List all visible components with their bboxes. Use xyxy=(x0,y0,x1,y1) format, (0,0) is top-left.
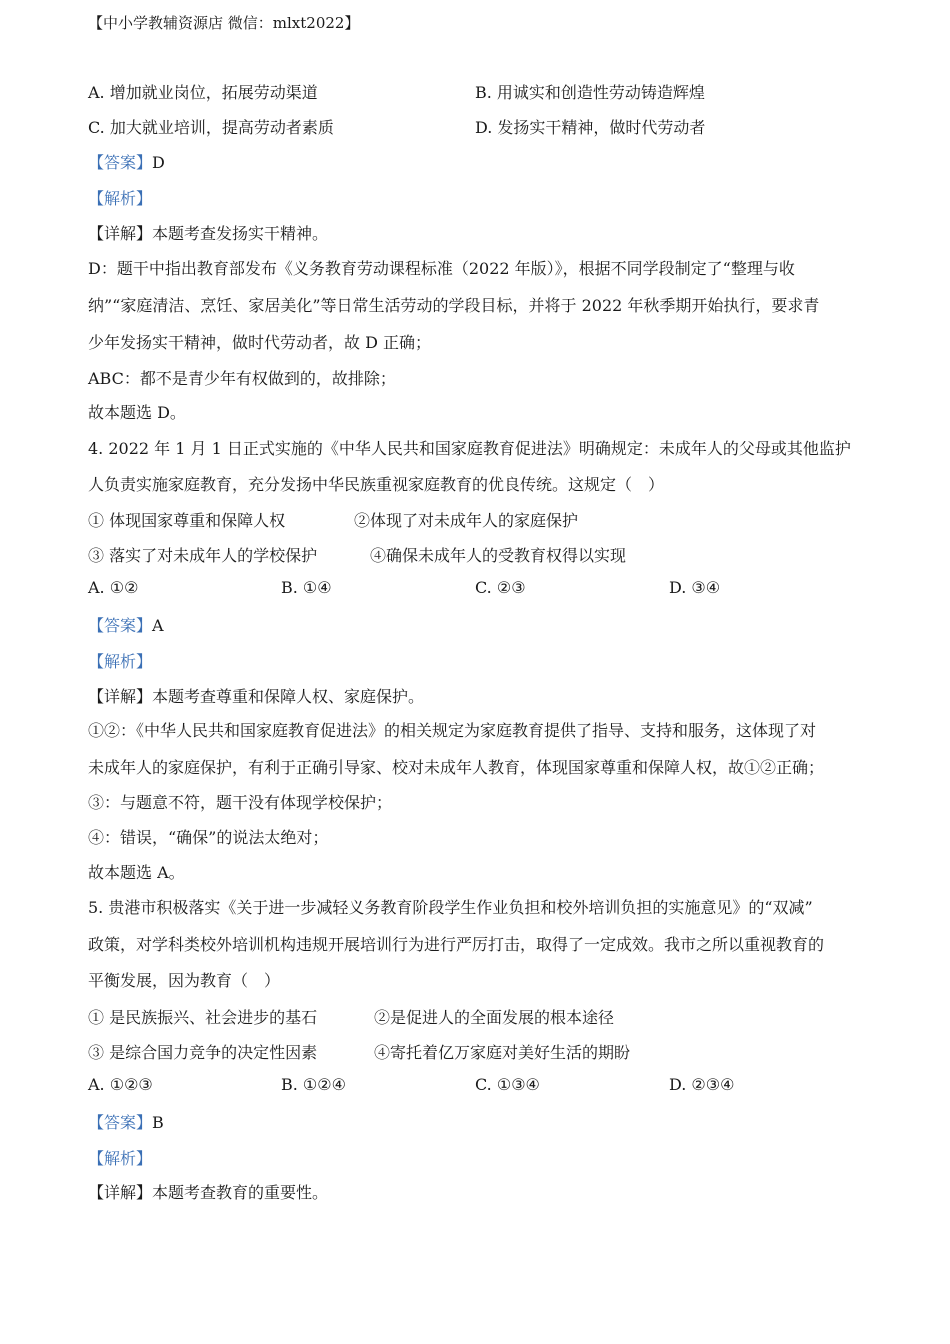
q4-analysis-label: 【解析】 xyxy=(88,652,153,671)
answer-label: 【答案】 xyxy=(88,153,153,172)
q4-stem-2: 人负责实施家庭教育，充分发扬中华民族重视家庭教育的优良传统。这规定（ ） xyxy=(88,475,665,494)
q3-detail: 【详解】本题考查发扬实干精神。 xyxy=(88,224,329,243)
q4-detail: 【详解】本题考查尊重和保障人权、家庭保护。 xyxy=(88,687,425,706)
q4-option-d: D. ③④ xyxy=(669,578,721,597)
q3-explanation-3: 少年发扬实干精神，做时代劳动者，故 D 正确； xyxy=(88,333,432,352)
q4-explanation-1: ①②：《中华人民共和国家庭教育促进法》的相关规定为家庭教育提供了指导、支持和服务，这体现了对 xyxy=(88,721,817,740)
q4-option-c: C. ②③ xyxy=(475,578,526,597)
answer-value: B xyxy=(152,1113,164,1132)
q4-option-a: A. ①② xyxy=(88,578,139,597)
q5-stem-3: 平衡发展，因为教育（ ） xyxy=(88,971,281,990)
q4-option-b: B. ①④ xyxy=(281,578,332,597)
q3-explanation-1: D：题干中指出教育部发布《义务教育劳动课程标准（2022 年版）》，根据不同学段制定了“整理与收 xyxy=(88,259,795,278)
q3-option-b: B. 用诚实和创造性劳动铸造辉煌 xyxy=(475,83,705,102)
q3-conclusion: 故本题选 D。 xyxy=(88,403,186,422)
q3-explanation-4: ABC：都不是青少年有权做到的，故排除； xyxy=(88,369,396,388)
q5-option-d: D. ②③④ xyxy=(669,1075,735,1094)
q3-analysis-label: 【解析】 xyxy=(88,189,153,208)
q3-option-c: C. 加大就业培训，提高劳动者素质 xyxy=(88,118,334,137)
q4-conclusion: 故本题选 A。 xyxy=(88,863,185,882)
answer-label: 【答案】 xyxy=(88,616,153,635)
answer-value: D xyxy=(152,153,165,172)
q3-explanation-2: 纳”“家庭清洁、烹饪、家居美化”等日常生活劳动的学段目标，并将于 2022 年秋季期开始执行，要求青 xyxy=(88,296,820,315)
q4-statement-2: ②体现了对未成年人的家庭保护 xyxy=(354,511,579,530)
q5-stem-1: 5. 贵港市积极落实《关于进一步减轻义务教育阶段学生作业负担和校外培训负担的实施意见》的“双减” xyxy=(88,898,813,917)
q3-option-a: A. 增加就业岗位，拓展劳动渠道 xyxy=(88,83,318,102)
q3-option-d: D. 发扬实干精神，做时代劳动者 xyxy=(475,118,706,137)
q5-statement-2: ②是促进人的全面发展的根本途径 xyxy=(374,1008,615,1027)
q4-stem-1: 4. 2022 年 1 月 1 日正式实施的《中华人民共和国家庭教育促进法》明确规定：未成年人的父母或其他监护 xyxy=(88,439,851,458)
q5-statement-1: ① 是民族振兴、社会进步的基石 xyxy=(88,1008,318,1027)
q5-statement-3: ③ 是综合国力竞争的决定性因素 xyxy=(88,1043,318,1062)
q5-statement-4: ④寄托着亿万家庭对美好生活的期盼 xyxy=(374,1043,631,1062)
q5-detail: 【详解】本题考查教育的重要性。 xyxy=(88,1183,329,1202)
q5-stem-2: 政策，对学科类校外培训机构违规开展培训行为进行严厉打击，取得了一定成效。我市之所以重视教育的 xyxy=(88,935,825,954)
answer-value: A xyxy=(152,616,164,635)
q4-statement-4: ④确保未成年人的受教育权得以实现 xyxy=(370,546,627,565)
q4-explanation-4: ④：错误，“确保”的说法太绝对； xyxy=(88,828,329,847)
q5-option-a: A. ①②③ xyxy=(88,1075,153,1094)
q3-answer xyxy=(88,150,165,173)
q5-answer xyxy=(88,1110,164,1133)
q4-statement-3: ③ 落实了对未成年人的学校保护 xyxy=(88,546,318,565)
q4-explanation-3: ③：与题意不符，题干没有体现学校保护； xyxy=(88,793,393,812)
answer-label: 【答案】 xyxy=(88,1113,153,1132)
q4-answer xyxy=(88,613,164,636)
q5-analysis-label: 【解析】 xyxy=(88,1149,153,1168)
header-watermark: 【中小学教辅资源店 微信：mlxt2022】 xyxy=(88,14,360,32)
q4-explanation-2: 未成年人的家庭保护，有利于正确引导家、校对未成年人教育，体现国家尊重和保障人权，故①②正确； xyxy=(88,758,825,777)
q5-option-b: B. ①②④ xyxy=(281,1075,346,1094)
q4-statement-1: ① 体现国家尊重和保障人权 xyxy=(88,511,286,530)
q5-option-c: C. ①③④ xyxy=(475,1075,540,1094)
